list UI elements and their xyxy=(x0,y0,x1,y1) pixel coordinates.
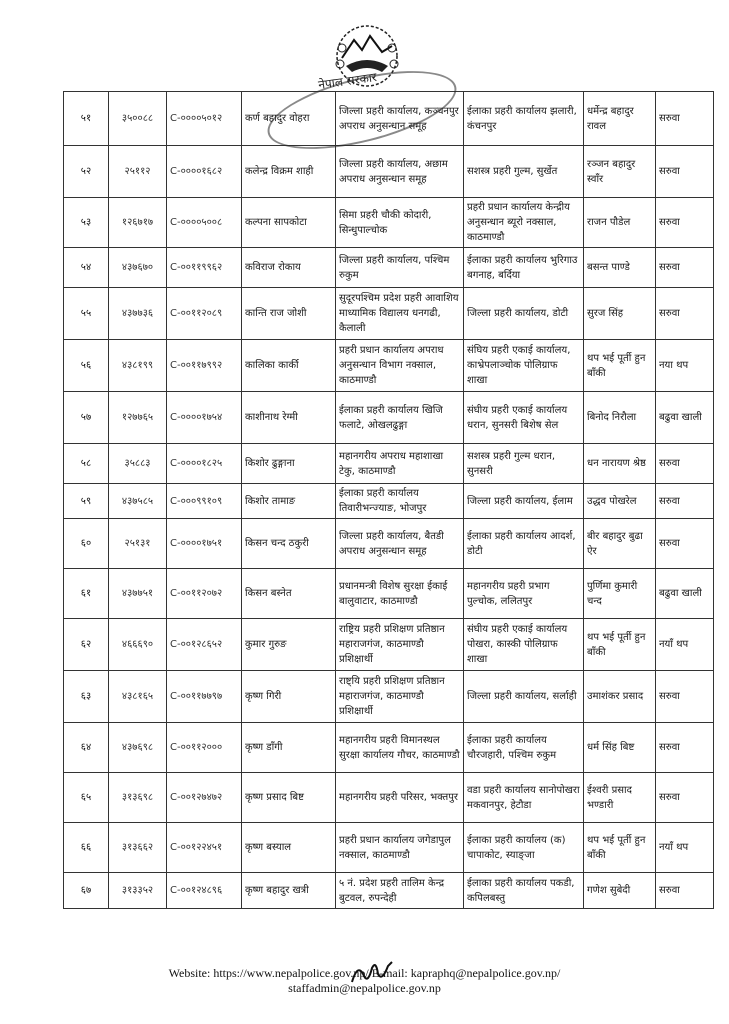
table-row xyxy=(64,288,714,340)
table-row xyxy=(64,248,714,288)
current-office-cell: सुदूरपश्चिम प्रदेश प्रहरी आवाशिय माध्यामिक विद्यालय धनगढी, कैलाली xyxy=(336,288,464,340)
police-number-cell: ३५८८३ xyxy=(109,444,167,484)
current-office-cell: सिमा प्रहरी चौकी कोदारी, सिन्धुपाल्चोक xyxy=(336,198,464,248)
code-cell: C-००००१७५४ xyxy=(167,392,242,444)
code-cell: C-००११२००० xyxy=(167,723,242,773)
name-cell: कृष्ण गिरी xyxy=(242,671,336,723)
name-cell: किशोर तामाङ xyxy=(242,484,336,519)
police-number-cell: २५११२ xyxy=(109,146,167,198)
remarks-cell: सरुवा xyxy=(656,248,714,288)
table-row xyxy=(64,773,714,823)
remarks-cell: बढुवा खाली xyxy=(656,569,714,619)
replacement-cell: थप भई पूर्ती हुन बाँकी xyxy=(584,823,656,873)
current-office-cell: राष्ट्यि प्रहरी प्रशिक्षण प्रतिष्ठान महाराजगंज, काठमाण्डौ प्रशिक्षार्थी xyxy=(336,671,464,723)
remarks-cell: सरुवा xyxy=(656,444,714,484)
remarks-cell: बढुवा खाली xyxy=(656,392,714,444)
serial-number-cell: ६१ xyxy=(64,569,109,619)
new-office-cell: ईलाका प्रहरी कार्यालय भुरिगाउ बगनाह, बर्दिया xyxy=(464,248,584,288)
name-cell: कृष्ण डाँगी xyxy=(242,723,336,773)
name-cell: कर्ण बहादुर वोहरा xyxy=(242,92,336,146)
replacement-cell: थप भई पूर्ती हुन बाँकी xyxy=(584,619,656,671)
current-office-cell: जिल्ला प्रहरी कार्यालय, बैतडी अपराध अनुसन्धान समूह xyxy=(336,519,464,569)
new-office-cell: जिल्ला प्रहरी कार्यालय, डोटी xyxy=(464,288,584,340)
code-cell: C-००११७९९२ xyxy=(167,340,242,392)
code-cell: C-००११२०७२ xyxy=(167,569,242,619)
police-number-cell: ४३७७३६ xyxy=(109,288,167,340)
new-office-cell: ईलाका प्रहरी कार्यालय झलारी, कंचनपुर xyxy=(464,92,584,146)
name-cell: कृष्ण प्रसाद बिष्ट xyxy=(242,773,336,823)
code-cell: C-००१२८६५२ xyxy=(167,619,242,671)
code-cell: C-००११२०८९ xyxy=(167,288,242,340)
police-number-cell: ४३७६९८ xyxy=(109,723,167,773)
new-office-cell: संघिय प्रहरी एकाई कार्यालय, काभ्रेपलाञ्चोक पोलिग्राफ शाखा xyxy=(464,340,584,392)
serial-number-cell: ५२ xyxy=(64,146,109,198)
table-row xyxy=(64,392,714,444)
new-office-cell: ईलाका प्रहरी कार्यालय आदर्श, डोटी xyxy=(464,519,584,569)
replacement-cell: पुर्णिमा कुमारी चन्द xyxy=(584,569,656,619)
current-office-cell: राष्ट्रिय प्रहरी प्रशिक्षण प्रतिष्ठान महाराजगंज, काठमाण्डौ प्रशिक्षार्थी xyxy=(336,619,464,671)
current-office-cell: प्रधानमन्त्री विशेष सुरक्षा ईकाई बालुवाटार, काठमाण्डौ xyxy=(336,569,464,619)
police-number-cell: ४३७७५१ xyxy=(109,569,167,619)
serial-number-cell: ६७ xyxy=(64,873,109,909)
table-row xyxy=(64,823,714,873)
replacement-cell: बीर बहादुर बुढा ऐर xyxy=(584,519,656,569)
new-office-cell: सशस्त्र प्रहरी गुल्म धरान, सुनसरी xyxy=(464,444,584,484)
name-cell: किसन बस्नेत xyxy=(242,569,336,619)
code-cell: C-००११९९६२ xyxy=(167,248,242,288)
new-office-cell: ईलाका प्रहरी कार्यालय पकडी, कपिलबस्तु xyxy=(464,873,584,909)
replacement-cell: सुरज सिंह xyxy=(584,288,656,340)
replacement-cell: धन नारायण श्रेष्ठ xyxy=(584,444,656,484)
remarks-cell: सरुवा xyxy=(656,288,714,340)
table-row xyxy=(64,484,714,519)
name-cell: कल्पना सापकोटा xyxy=(242,198,336,248)
police-number-cell: ३५००८८ xyxy=(109,92,167,146)
emblem-caption: नेपाल सरकार xyxy=(317,69,378,93)
serial-number-cell: ६४ xyxy=(64,723,109,773)
code-cell: C-००००१८२५ xyxy=(167,444,242,484)
footer xyxy=(0,966,729,996)
remarks-cell: सरुवा xyxy=(656,198,714,248)
remarks-cell: नयाँ थप xyxy=(656,619,714,671)
new-office-cell: महानगरीय प्रहरी प्रभाग पुल्चोक, ललितपुर xyxy=(464,569,584,619)
police-number-cell: १२६७१७ xyxy=(109,198,167,248)
new-office-cell: जिल्ला प्रहरी कार्यालय, ईलाम xyxy=(464,484,584,519)
name-cell: कलेन्द्र विक्रम शाही xyxy=(242,146,336,198)
police-number-cell: ४३८१६५ xyxy=(109,671,167,723)
current-office-cell: ५ नं. प्रदेश प्रहरी तालिम केन्द्र बुटवल, रुपन्देही xyxy=(336,873,464,909)
police-number-cell: ३१३६९८ xyxy=(109,773,167,823)
new-office-cell: वडा प्रहरी कार्यालय सानोपोखरा मकवानपुर, हेटौडा xyxy=(464,773,584,823)
remarks-cell: नया थप xyxy=(656,340,714,392)
table-row xyxy=(64,146,714,198)
new-office-cell: ईलाका प्रहरी कार्यालय (क) चापाकोट, स्याङ्जा xyxy=(464,823,584,873)
code-cell: C-००११७७९७ xyxy=(167,671,242,723)
replacement-cell: राजन पौडेल xyxy=(584,198,656,248)
replacement-cell: उमाशंकर प्रसाद xyxy=(584,671,656,723)
current-office-cell: ईलाका प्रहरी कार्यालय तिवारीभन्ज्याङ, भोजपुर xyxy=(336,484,464,519)
remarks-cell: सरुवा xyxy=(656,723,714,773)
police-number-cell: ३१३६६२ xyxy=(109,823,167,873)
replacement-cell: उद्धव पोखरेल xyxy=(584,484,656,519)
police-number-cell: ३१३३५२ xyxy=(109,873,167,909)
table-row xyxy=(64,671,714,723)
replacement-cell: धर्मेन्द्र बहादुर रावल xyxy=(584,92,656,146)
replacement-cell: रञ्जन बहादुर स्वाँर xyxy=(584,146,656,198)
serial-number-cell: ५८ xyxy=(64,444,109,484)
police-number-cell: ४३७५८५ xyxy=(109,484,167,519)
name-cell: काशीनाथ रेग्मी xyxy=(242,392,336,444)
new-office-cell: संघीय प्रहरी एकाई कार्यालय पोखरा, कास्की पोलिग्राफ शाखा xyxy=(464,619,584,671)
new-office-cell: जिल्ला प्रहरी कार्यालय, सर्लाही xyxy=(464,671,584,723)
name-cell: कान्ति राज जोशी xyxy=(242,288,336,340)
police-number-cell: ४६६६९० xyxy=(109,619,167,671)
serial-number-cell: ५४ xyxy=(64,248,109,288)
table-row xyxy=(64,198,714,248)
remarks-cell: सरुवा xyxy=(656,671,714,723)
serial-number-cell: ५५ xyxy=(64,288,109,340)
table-row xyxy=(64,619,714,671)
name-cell: किसन चन्द ठकुरी xyxy=(242,519,336,569)
remarks-cell: सरुवा xyxy=(656,92,714,146)
remarks-cell: सरुवा xyxy=(656,519,714,569)
table-row xyxy=(64,340,714,392)
current-office-cell: ईलाका प्रहरी कार्यालय खिजि फलाटे, ओखलढुङ्गा xyxy=(336,392,464,444)
new-office-cell: संघीय प्रहरी एकाई कार्यालय धरान, सुनसरी बिशेष सेल xyxy=(464,392,584,444)
serial-number-cell: ५३ xyxy=(64,198,109,248)
remarks-cell: सरुवा xyxy=(656,773,714,823)
table-row xyxy=(64,92,714,146)
replacement-cell: बसन्त पाण्डे xyxy=(584,248,656,288)
serial-number-cell: ५६ xyxy=(64,340,109,392)
serial-number-cell: ६२ xyxy=(64,619,109,671)
name-cell: कुमार गुरुङ xyxy=(242,619,336,671)
current-office-cell: महानगरीय प्रहरी परिसर, भक्तपुर xyxy=(336,773,464,823)
code-cell: C-००००५००८ xyxy=(167,198,242,248)
serial-number-cell: ५१ xyxy=(64,92,109,146)
replacement-cell: ईश्वरी प्रसाद भण्डारी xyxy=(584,773,656,823)
remarks-cell: सरुवा xyxy=(656,146,714,198)
serial-number-cell: ६६ xyxy=(64,823,109,873)
replacement-cell: गणेश सुबेदी xyxy=(584,873,656,909)
code-cell: C-००१२२४५१ xyxy=(167,823,242,873)
footer-email-line: staffadmin@nepalpolice.gov.np xyxy=(288,981,441,995)
new-office-cell: प्रहरी प्रधान कार्यालय केन्द्रीय अनुसन्धान ब्यूरो नक्साल, काठमाण्डौ xyxy=(464,198,584,248)
code-cell: C-००१२४८९६ xyxy=(167,873,242,909)
remarks-cell: सरुवा xyxy=(656,873,714,909)
code-cell: C-००००१७५१ xyxy=(167,519,242,569)
replacement-cell: थप भई पूर्ती हुन बाँकी xyxy=(584,340,656,392)
current-office-cell: जिल्ला प्रहरी कार्यालय, कञ्चनपुर अपराध अनुसन्धान समूह xyxy=(336,92,464,146)
table-row xyxy=(64,723,714,773)
serial-number-cell: ६० xyxy=(64,519,109,569)
table-row xyxy=(64,569,714,619)
table-row xyxy=(64,873,714,909)
current-office-cell: जिल्ला प्रहरी कार्यालय, पश्चिम रुकुम xyxy=(336,248,464,288)
name-cell: किशोर ढुङ्गाना xyxy=(242,444,336,484)
code-cell: C-०००९९१०९ xyxy=(167,484,242,519)
code-cell: C-००१२७४७२ xyxy=(167,773,242,823)
current-office-cell: प्रहरी प्रधान कार्यालय जगेडापुल नक्साल, काठमाण्डौ xyxy=(336,823,464,873)
footer-contact-line: Website: https://www.nepalpolice.gov.np/ E-mail: kapraphq@nepalpolice.gov.np/ xyxy=(168,966,561,980)
code-cell: C-००००१६८२ xyxy=(167,146,242,198)
current-office-cell: जिल्ला प्रहरी कार्यालय, अछाम अपराध अनुसन्धान समूह xyxy=(336,146,464,198)
current-office-cell: प्रहरी प्रधान कार्यालय अपराध अनुसन्धान विभाग नक्साल, काठमाण्डौ xyxy=(336,340,464,392)
current-office-cell: महानगरीय अपराध महाशाखा टेकु, काठमाण्डौ xyxy=(336,444,464,484)
new-office-cell: सशस्त्र प्रहरी गुल्म, सुर्खेत xyxy=(464,146,584,198)
new-office-cell: ईलाका प्रहरी कार्यालय चौरजहारी, पश्चिम रुकुम xyxy=(464,723,584,773)
current-office-cell: महानगरीय प्रहरी विमानस्थल सुरक्षा कार्यालय गौचर, काठमाण्डौ xyxy=(336,723,464,773)
replacement-cell: बिनोद निरौला xyxy=(584,392,656,444)
name-cell: कृष्ण बहादुर खत्री xyxy=(242,873,336,909)
name-cell: कविराज रोकाय xyxy=(242,248,336,288)
serial-number-cell: ५९ xyxy=(64,484,109,519)
table-row xyxy=(64,444,714,484)
code-cell: C-००००५०१२ xyxy=(167,92,242,146)
serial-number-cell: ६३ xyxy=(64,671,109,723)
table-row xyxy=(64,519,714,569)
remarks-cell: नयाँ थप xyxy=(656,823,714,873)
replacement-cell: धर्म सिंह बिष्ट xyxy=(584,723,656,773)
transfer-table xyxy=(63,91,714,909)
police-number-cell: ४३७६७० xyxy=(109,248,167,288)
police-number-cell: ४३८१९९ xyxy=(109,340,167,392)
name-cell: कालिका कार्की xyxy=(242,340,336,392)
serial-number-cell: ६५ xyxy=(64,773,109,823)
police-number-cell: २५१३१ xyxy=(109,519,167,569)
serial-number-cell: ५७ xyxy=(64,392,109,444)
police-number-cell: १२७७६५ xyxy=(109,392,167,444)
name-cell: कृष्ण बस्याल xyxy=(242,823,336,873)
remarks-cell: सरुवा xyxy=(656,484,714,519)
